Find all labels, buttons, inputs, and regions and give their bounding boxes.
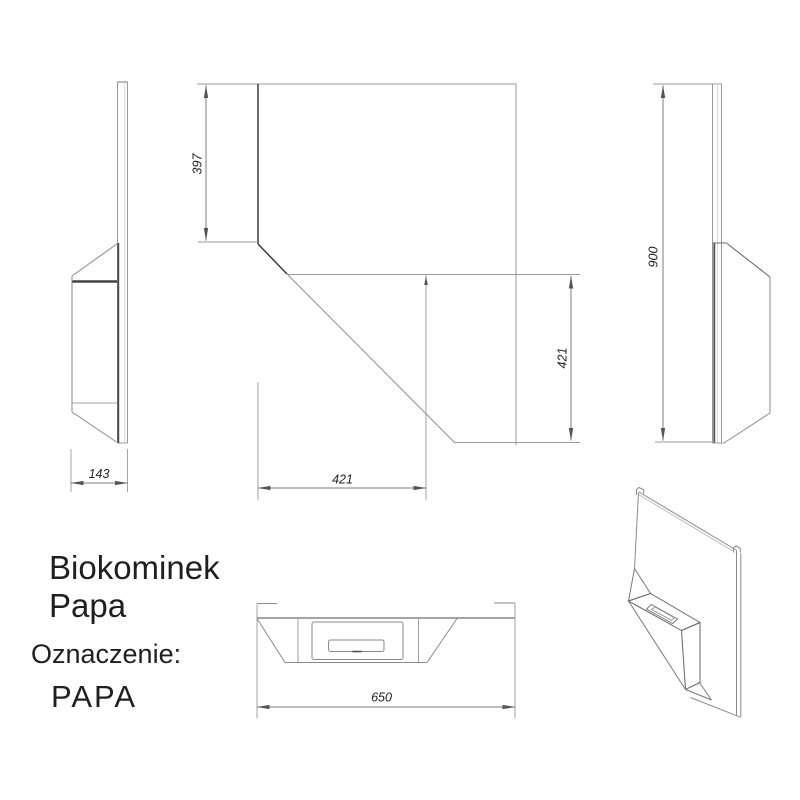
dim-label-397: 397 xyxy=(190,153,205,175)
burner-tray xyxy=(312,622,403,660)
burner-slot xyxy=(329,640,385,652)
left-gusset xyxy=(629,569,651,602)
dimension-lower-height xyxy=(556,276,572,441)
fold-corner xyxy=(258,244,287,274)
burner-bottom-slope xyxy=(724,413,770,443)
fold-diagonal xyxy=(287,274,455,443)
burner-top-slope xyxy=(72,244,118,277)
left-side-view xyxy=(72,82,128,443)
shelf-front-face xyxy=(682,623,701,690)
front-view xyxy=(197,84,580,500)
dimension-lower-width xyxy=(258,382,426,500)
dimension-upper-height xyxy=(191,86,259,243)
product-title-line1: Biokominek xyxy=(49,549,220,586)
right-side-view xyxy=(653,84,770,443)
panel-left-edge xyxy=(635,492,639,568)
designation-label: Oznaczenie: xyxy=(31,639,182,669)
burner-bottom-slope xyxy=(72,412,117,442)
lower-slope-edge xyxy=(629,601,686,690)
dim-label-421-horizontal: 421 xyxy=(332,472,353,487)
designation-value: PAPA xyxy=(51,679,138,714)
dimension-depth xyxy=(71,449,128,492)
dimension-total-height xyxy=(647,86,713,443)
perspective-view xyxy=(629,488,741,718)
panel-top-edge xyxy=(639,492,736,550)
burner-top-slope xyxy=(727,244,770,278)
dim-label-143: 143 xyxy=(88,467,110,481)
dim-label-650: 650 xyxy=(371,690,392,705)
dim-label-421-vertical: 421 xyxy=(555,347,570,369)
panel-bottom-edge xyxy=(691,698,741,718)
dim-label-900: 900 xyxy=(646,246,661,268)
dimension-total-width xyxy=(257,603,515,718)
top-view xyxy=(257,603,515,663)
product-title-line2: Papa xyxy=(49,587,127,624)
